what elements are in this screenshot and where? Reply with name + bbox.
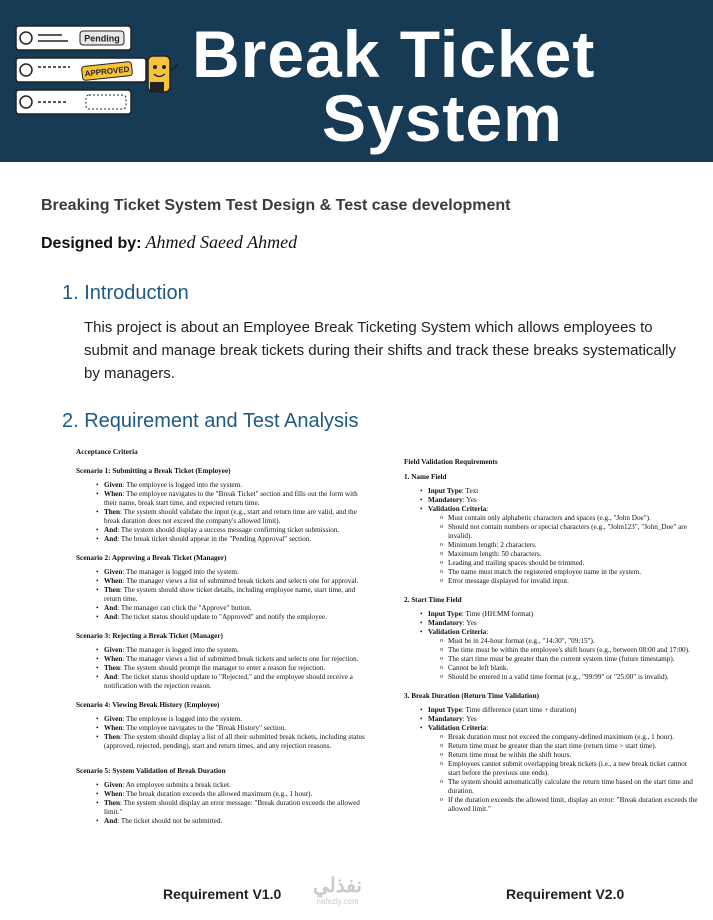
step-text: : The employee is logged into the system. <box>122 481 243 489</box>
step-keyword: Then <box>104 664 120 672</box>
step-text: : The manager is logged into the system. <box>122 568 239 576</box>
designer-name: Ahmed Saeed Ahmed <box>145 232 298 252</box>
section-heading-introduction: 1. Introduction <box>62 282 189 304</box>
prop-value: : Time difference (start time + duration) <box>461 706 577 714</box>
requirement-v2-document <box>404 458 699 814</box>
field-prop <box>418 706 699 715</box>
scenario-title: Scenario 5: System Validation of Break Duration <box>76 767 226 775</box>
prop-value: : Time (HH:MM format) <box>461 610 534 618</box>
step-keyword: And <box>104 526 118 534</box>
step-keyword: When <box>104 724 123 732</box>
criteria-item: o The name must match the registered employee name in the system. <box>438 568 699 577</box>
criteria-item: o The system should automatically calculate the return time based on the start time and duration. <box>438 778 699 796</box>
criteria-item: o Cannot be left blank. <box>438 664 699 673</box>
step-keyword: And <box>104 817 118 825</box>
prop-value: : Yes <box>462 496 477 504</box>
prop-label: Validation Criteria <box>428 628 487 636</box>
criteria-item: o Return time must be greater than the start time (return time > start time). <box>438 742 699 751</box>
criteria-list <box>438 733 699 814</box>
scenario-step <box>94 673 368 691</box>
scenario-title: Scenario 3: Rejecting a Break Ticket (Manager) <box>76 632 223 640</box>
field-prop <box>418 628 699 682</box>
field-props <box>418 706 699 814</box>
scenario-step <box>94 724 368 733</box>
watermark-arabic: نفذلي <box>313 875 362 897</box>
prop-value: : Yes <box>462 619 477 627</box>
field-prop <box>418 619 699 628</box>
criteria-item: o Minimum length: 2 characters. <box>438 541 699 550</box>
step-text: : The employee is logged into the system. <box>122 715 243 723</box>
scenario-step <box>94 586 368 604</box>
designed-label: Designed by: <box>41 235 142 252</box>
scenario-step <box>94 646 368 655</box>
step-keyword: When <box>104 577 123 585</box>
field-prop <box>418 610 699 619</box>
prop-label: Mandatory <box>428 496 463 504</box>
criteria-item: o Error message displayed for invalid input. <box>438 577 699 586</box>
scenario-list <box>94 646 368 691</box>
prop-label: Validation Criteria <box>428 505 487 513</box>
field-validation-title: Field Validation Requirements <box>404 458 498 466</box>
criteria-item: o The start time must be greater than the current system time (future timestamp). <box>438 655 699 664</box>
scenario-list <box>94 481 368 544</box>
step-keyword: Then <box>104 508 120 516</box>
watermark <box>313 875 362 906</box>
prop-value: : Yes <box>462 715 477 723</box>
banner-title-line1: Break Ticket <box>192 17 596 91</box>
prop-label: Input Type <box>428 706 462 714</box>
step-text: : The system should display an error message: "Break duration exceeds the allowed limit." <box>104 799 360 816</box>
svg-text:APPROVED: APPROVED <box>84 64 130 79</box>
scenario-step <box>94 508 368 526</box>
prop-colon: : <box>486 628 489 636</box>
step-text: : The employee navigates to the "Break History" section. <box>122 724 286 732</box>
step-text: : The manager views a list of submitted break tickets and selects one for rejection. <box>122 655 359 663</box>
step-text: : The employee navigates to the "Break Ticket" section and fills out the form with their name, break start time, and expected return time. <box>104 490 358 507</box>
banner-title-line2: System <box>322 81 563 155</box>
criteria-item: o Break duration must not exceed the company-defined maximum (e.g., 1 hour). <box>438 733 699 742</box>
prop-value: : Text <box>461 487 479 495</box>
scenario-step <box>94 526 368 535</box>
step-text: : The manager views a list of submitted break tickets and selects one for approval. <box>122 577 359 585</box>
scenario-step <box>94 490 368 508</box>
field-prop <box>418 487 699 496</box>
prop-label: Input Type <box>428 487 462 495</box>
criteria-item: o Should not contain numbers or special characters (e.g., "John123", "John_Doe" are invalid). <box>438 523 699 541</box>
step-keyword: Given <box>104 646 123 654</box>
scenario-list <box>94 568 368 622</box>
field-prop <box>418 505 699 586</box>
step-keyword: Given <box>104 568 123 576</box>
step-text: : The system should show ticket details, including employee name, start time, and return time. <box>104 586 356 603</box>
prop-label: Mandatory <box>428 715 463 723</box>
criteria-item: o The time must be within the employee's shift hours (e.g., between 08:00 and 17:00). <box>438 646 699 655</box>
scenario-step <box>94 733 368 751</box>
prop-label: Input Type <box>428 610 462 618</box>
section-heading-requirements: 2. Requirement and Test Analysis <box>62 410 359 432</box>
criteria-item: o Must be in 24-hour format (e.g., "14:30", "09:15"). <box>438 637 699 646</box>
scenario-step <box>94 604 368 613</box>
prop-label: Validation Criteria <box>428 724 487 732</box>
criteria-item: o Maximum length: 50 characters. <box>438 550 699 559</box>
svg-text:Pending: Pending <box>84 33 120 44</box>
document-subtitle: Breaking Ticket System Test Design & Test case development <box>41 197 511 214</box>
field-section-title: 2. Start Time Field <box>404 596 462 604</box>
scenario-step <box>94 817 368 826</box>
scenario-step <box>94 790 368 799</box>
field-section-title: 1. Name Field <box>404 473 447 481</box>
scenario-list <box>94 781 368 826</box>
scenario-step <box>94 799 368 817</box>
scenario-step <box>94 781 368 790</box>
header-banner <box>0 0 713 162</box>
criteria-item: o Leading and trailing spaces should be trimmed. <box>438 559 699 568</box>
step-keyword: Given <box>104 715 123 723</box>
designed-by <box>41 232 297 253</box>
prop-colon: : <box>486 724 489 732</box>
step-keyword: Given <box>104 781 123 789</box>
scenario-step <box>94 655 368 664</box>
step-text: : The system should display a success message confirming ticket submission. <box>117 526 340 534</box>
scenario-step <box>94 613 368 622</box>
scenario-title: Scenario 2: Approving a Break Ticket (Manager) <box>76 554 227 562</box>
scenario-list <box>94 715 368 751</box>
field-props <box>418 610 699 682</box>
requirement-v1-document <box>76 448 368 826</box>
step-text: : The ticket should not be submitted. <box>117 817 223 825</box>
scenario-step <box>94 577 368 586</box>
scenario-step <box>94 481 368 490</box>
field-props <box>418 487 699 586</box>
mascot-icon <box>148 56 178 92</box>
scenario-step <box>94 568 368 577</box>
step-keyword: Then <box>104 586 120 594</box>
step-text: : The break duration exceeds the allowed maximum (e.g., 1 hour). <box>122 790 313 798</box>
criteria-item: o Must contain only alphabetic characters and spaces (e.g., "John Doe"). <box>438 514 699 523</box>
caption-v2: Requirement V2.0 <box>506 886 625 902</box>
scenario-title: Scenario 4: Viewing Break History (Employee) <box>76 701 220 709</box>
step-keyword: When <box>104 655 123 663</box>
step-text: : The ticket status should update to "Rejected," and the employee should receive a notification with the rejection reason. <box>104 673 353 690</box>
ticket-illustration <box>14 24 192 120</box>
step-text: : The system should validate the input (e.g., start and return time are valid, and the break duration does not exceed the company's allowed limit). <box>104 508 357 525</box>
prop-colon: : <box>486 505 489 513</box>
scenario-step <box>94 715 368 724</box>
step-text: : The manager can click the "Approve" button. <box>117 604 252 612</box>
field-prop <box>418 724 699 814</box>
introduction-text: This project is about an Employee Break Ticketing System which allows employees to submit and manage break tickets during their shifts and track these breaks systematically by managers. <box>84 319 676 382</box>
field-prop <box>418 496 699 505</box>
step-text: : The break ticket should appear in the "Pending Approval" section. <box>117 535 312 543</box>
step-text: : The ticket status should update to "Approved" and notify the employee. <box>117 613 327 621</box>
criteria-item: o Return time must be within the shift hours. <box>438 751 699 760</box>
criteria-item: o Should be entered in a valid time format (e.g., "99:99" or "25:00" is invalid). <box>438 673 699 682</box>
field-prop <box>418 715 699 724</box>
step-keyword: Then <box>104 799 120 807</box>
step-text: : The system should prompt the manager to enter a reason for rejection. <box>119 664 326 672</box>
criteria-list <box>438 637 699 682</box>
scenario-step <box>94 664 368 673</box>
step-keyword: And <box>104 535 118 543</box>
caption-v1: Requirement V1.0 <box>163 886 282 902</box>
step-text: : An employee submits a break ticket. <box>122 781 231 789</box>
step-keyword: Then <box>104 733 120 741</box>
step-text: : The manager is logged into the system. <box>122 646 239 654</box>
watermark-latin: nafezly.com <box>316 897 359 906</box>
scenario-step <box>94 535 368 544</box>
acceptance-criteria-title: Acceptance Criteria <box>76 448 138 456</box>
scenario-title: Scenario 1: Submitting a Break Ticket (Employee) <box>76 467 231 475</box>
step-text: : The system should display a list of all their submitted break tickets, including status (approved, rejected, pending), start and return times, and any rejection reasons. <box>104 733 365 750</box>
step-keyword: When <box>104 490 123 498</box>
step-keyword: And <box>104 673 118 681</box>
prop-label: Mandatory <box>428 619 463 627</box>
criteria-item: o Employees cannot submit overlapping break tickets (i.e., a new break ticket cannot start before the previous one ends). <box>438 760 699 778</box>
step-keyword: And <box>104 613 118 621</box>
step-keyword: And <box>104 604 118 612</box>
step-keyword: When <box>104 790 123 798</box>
field-section-title: 3. Break Duration (Return Time Validation) <box>404 692 539 700</box>
step-keyword: Given <box>104 481 123 489</box>
criteria-list <box>438 514 699 586</box>
criteria-item: o If the duration exceeds the allowed limit, display an error: "Break duration exceeds the allowed limit." <box>438 796 699 814</box>
